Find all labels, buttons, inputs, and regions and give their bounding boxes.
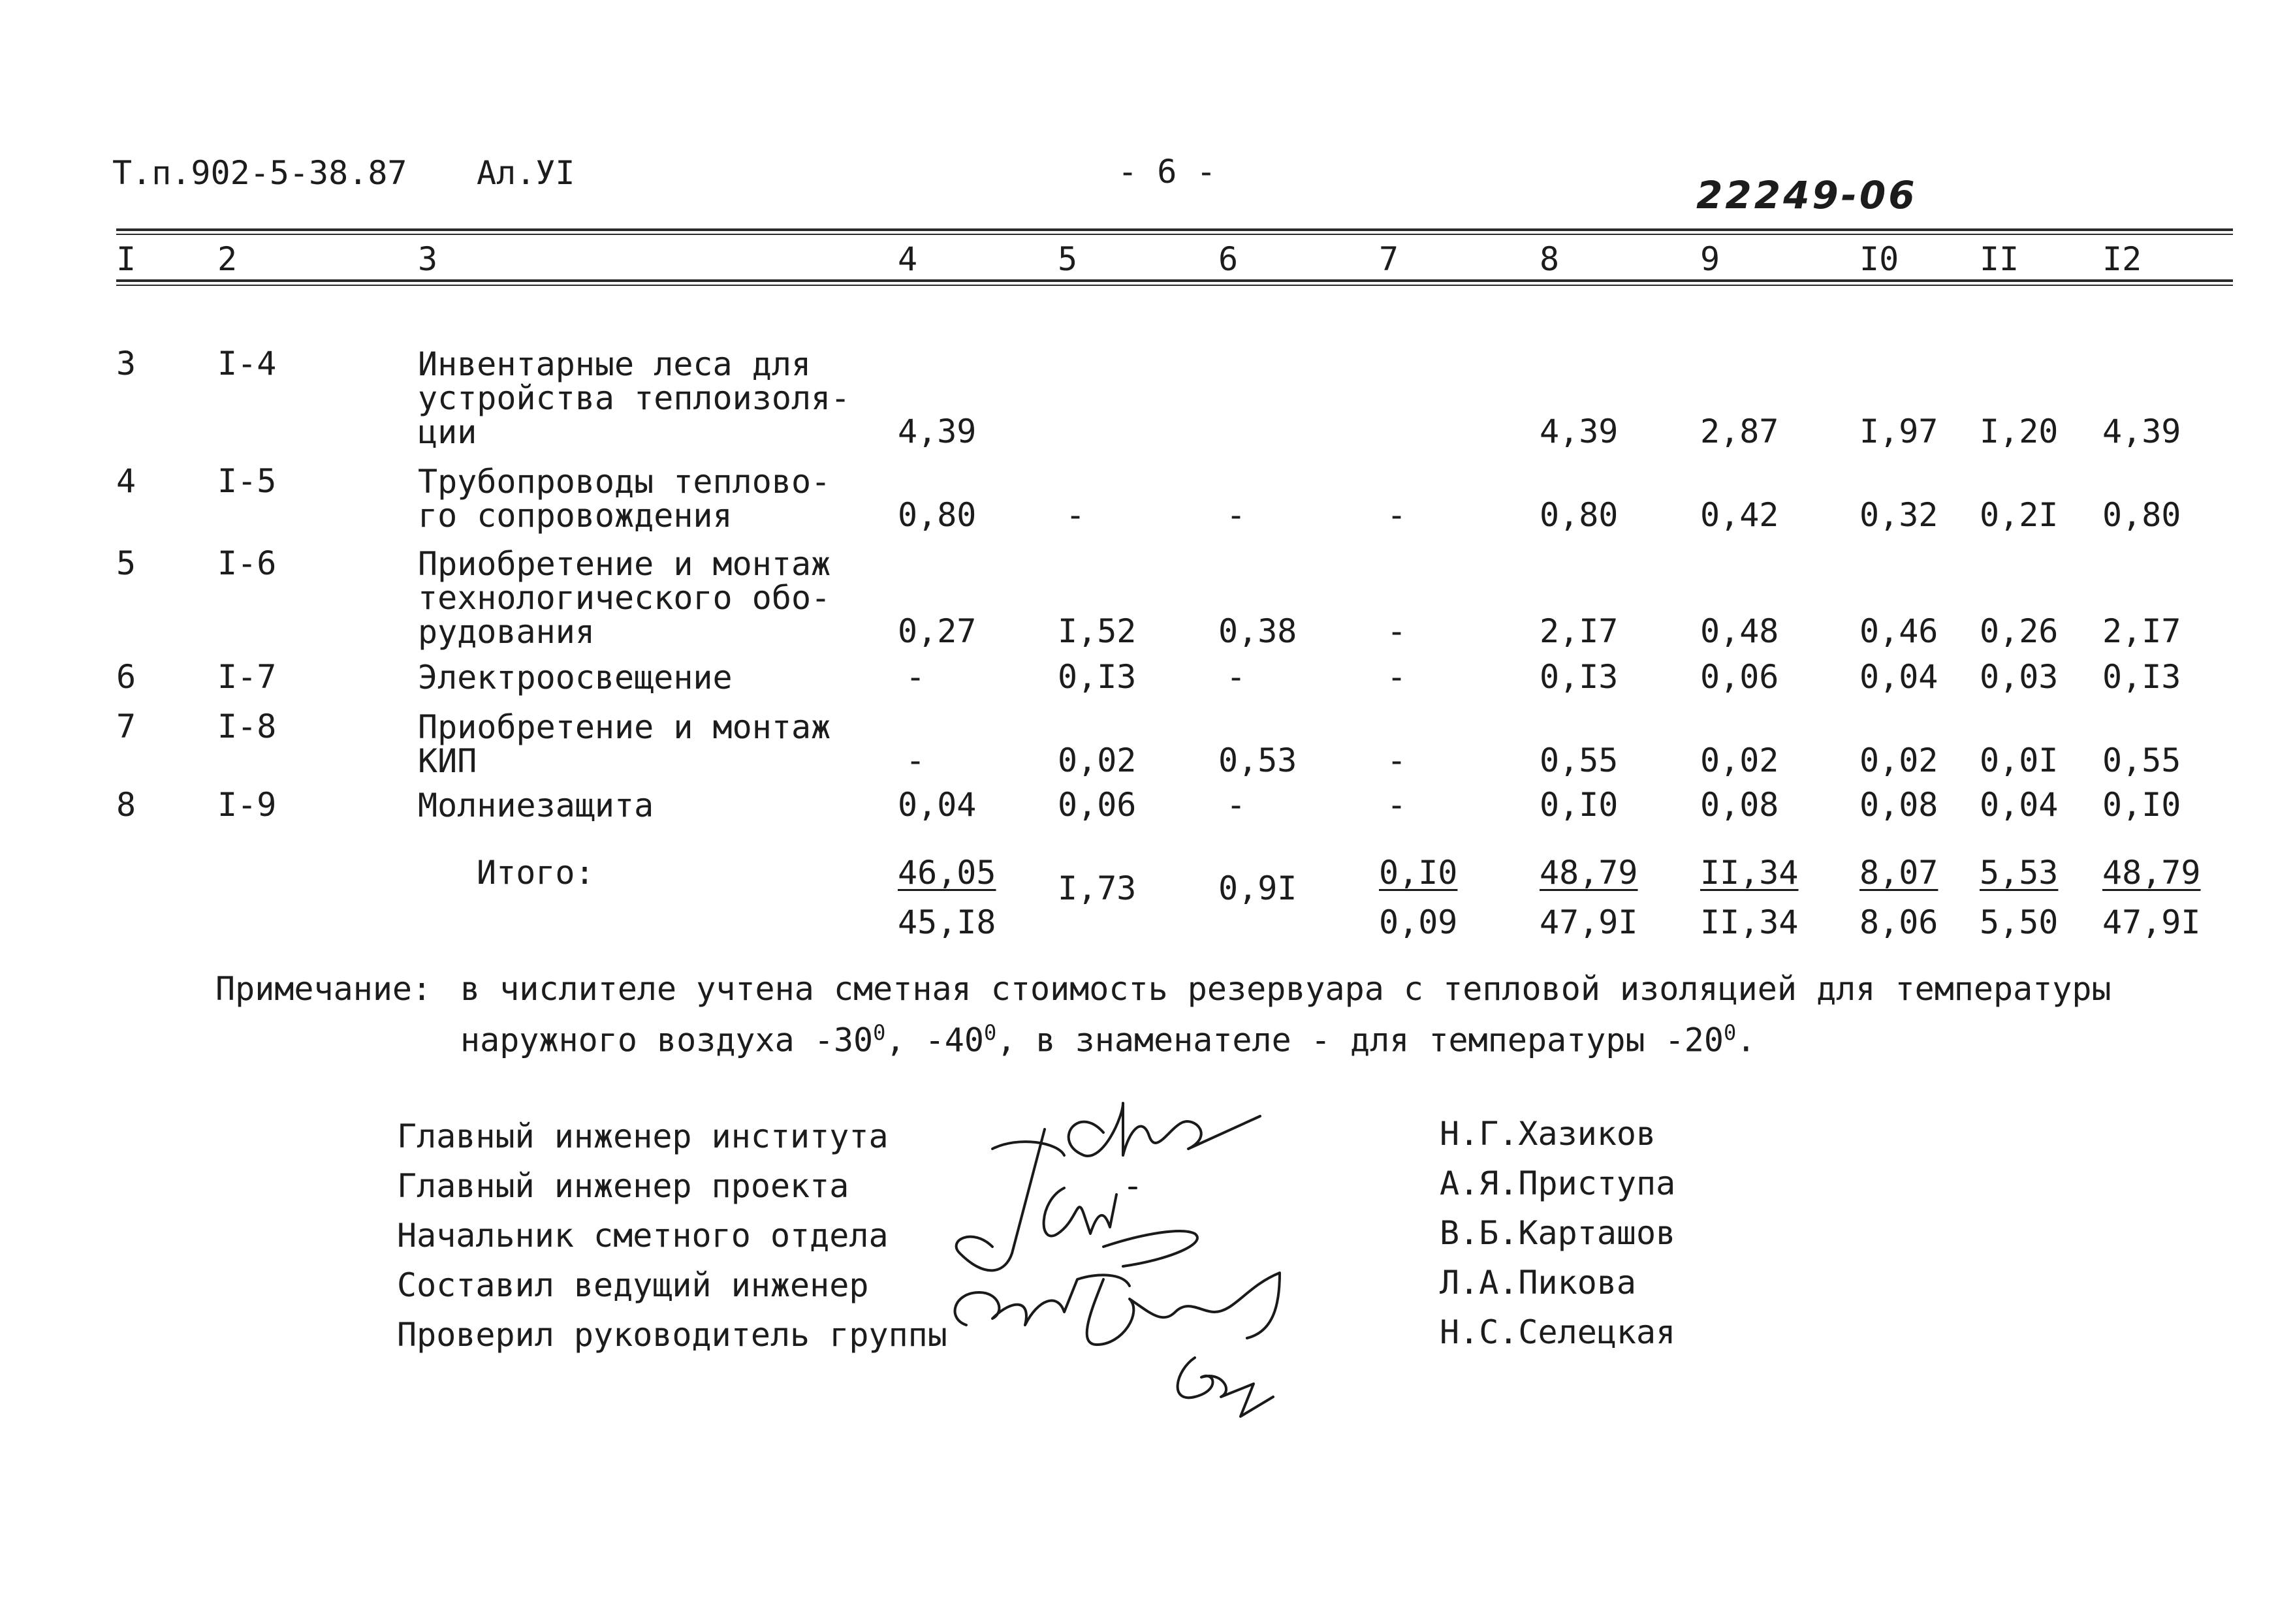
empty-dash: - (1387, 742, 1407, 779)
total-denominator: 45,I8 (898, 903, 996, 941)
cost-value: 0,26 (1980, 612, 2059, 650)
degree-sign: 0 (1724, 1020, 1737, 1045)
row-description: ции (418, 413, 477, 451)
cost-value: I,20 (1980, 413, 2059, 450)
column-number: 5 (1058, 240, 1078, 278)
note-line-2 (460, 1022, 1756, 1057)
empty-dash: - (1387, 612, 1407, 650)
cost-value: 2,I7 (1540, 612, 1619, 650)
note-label: Примечание: (215, 970, 432, 1008)
signature-stroke (957, 1129, 1045, 1270)
cost-value: 0,I3 (1540, 658, 1619, 696)
cost-value: 0,48 (1700, 612, 1779, 650)
signatory-name: В.Б.Карташов (1440, 1214, 1676, 1252)
empty-dash: - (1387, 658, 1407, 696)
row-code: I-9 (217, 786, 277, 824)
row-code: I-8 (217, 708, 277, 745)
row-number: 4 (116, 462, 136, 500)
row-number: 7 (116, 708, 136, 745)
row-description: Трубопроводы теплово- (418, 463, 831, 501)
row-description: Инвентарные леса для (418, 345, 812, 383)
cost-value: 0,0I (1980, 742, 2059, 779)
note-line-2-part-c: , в знаменателе - для температуры -20 (996, 1021, 1724, 1059)
cost-value: 0,06 (1700, 658, 1779, 696)
total-numerator: 5,53 (1980, 854, 2059, 892)
cost-value: 2,I7 (2102, 612, 2181, 650)
cost-value: 0,02 (1859, 742, 1938, 779)
cost-value: 4,39 (1540, 413, 1619, 450)
empty-dash: - (906, 658, 926, 696)
empty-dash: - (1226, 496, 1246, 534)
cost-value: 0,04 (1980, 786, 2059, 824)
signature-stroke (1044, 1188, 1136, 1236)
signatory-title: Главный инженер проекта (397, 1167, 849, 1205)
cost-value: 0,27 (898, 612, 977, 650)
row-number: 6 (116, 658, 136, 696)
row-description: устройства теплоизоля- (418, 379, 851, 417)
signature-stroke (1178, 1358, 1273, 1416)
row-number: 3 (116, 345, 136, 383)
row-description: рудования (418, 613, 595, 651)
column-number: I (116, 240, 136, 278)
total-denominator: 8,06 (1859, 903, 1938, 941)
row-description: Электроосвещение (418, 659, 733, 696)
signature-stroke (1087, 1273, 1280, 1345)
cost-value: 0,I0 (2102, 786, 2181, 824)
note-line-1: в числителе учтена сметная стоимость резервуара с тепловой изоляцией для температуры (460, 970, 2111, 1008)
cost-value: 0,I3 (2102, 658, 2181, 696)
page-number: - 6 - (1118, 153, 1216, 191)
signature-stroke (992, 1142, 1064, 1155)
row-description: Молниезащита (418, 787, 654, 824)
total-numerator: 0,I0 (1379, 854, 1458, 892)
cost-value: 0,I0 (1540, 786, 1619, 824)
total-numerator: 46,05 (898, 854, 996, 892)
signatory-title: Проверил руководитель группы (397, 1316, 947, 1354)
signatory-title: Составил ведущий инженер (397, 1266, 869, 1304)
cost-value: 0,02 (1700, 742, 1779, 779)
column-number: II (1980, 240, 2019, 278)
total-numerator: 48,79 (2102, 854, 2201, 892)
cost-value: 0,53 (1218, 742, 1297, 779)
row-description: Приобретение и монтаж (418, 708, 831, 746)
column-number: I0 (1859, 240, 1899, 278)
signatory-name: Н.Г.Хазиков (1440, 1115, 1656, 1153)
row-code: I-6 (217, 544, 277, 582)
cost-value: 0,08 (1859, 786, 1938, 824)
empty-dash: - (906, 742, 926, 779)
empty-dash: - (1387, 496, 1407, 534)
total-label: Итого: (477, 854, 595, 892)
note-line-2-part-d: . (1736, 1021, 1756, 1059)
table-header-rule (116, 279, 2233, 282)
cost-value: 0,80 (2102, 496, 2181, 534)
total-denominator: 47,9I (2102, 903, 2201, 941)
cost-value: 0,46 (1859, 612, 1938, 650)
column-number: I2 (2102, 240, 2142, 278)
total-numerator: II,34 (1700, 854, 1799, 892)
doc-code: Т.п.902-5-38.87 (112, 154, 407, 192)
empty-dash: - (1226, 786, 1246, 824)
total-denominator: 5,50 (1980, 903, 2059, 941)
cost-value: 0,04 (1859, 658, 1938, 696)
empty-dash: - (1387, 786, 1407, 824)
total-denominator: II,34 (1700, 903, 1799, 941)
degree-sign: 0 (873, 1020, 886, 1045)
handwritten-signatures (908, 1064, 1312, 1429)
table-top-rule (116, 228, 2233, 231)
note-line-2-part-b: , -40 (885, 1021, 984, 1059)
cost-value: I,52 (1058, 612, 1137, 650)
cost-value: 0,02 (1058, 742, 1137, 779)
cost-value: I,97 (1859, 413, 1938, 450)
total-value: 0,9I (1218, 869, 1297, 907)
cost-value: 0,55 (2102, 742, 2181, 779)
note-line-2-part-a: наружного воздуха -30 (460, 1021, 874, 1059)
cost-value: 4,39 (2102, 413, 2181, 450)
signatory-name: Л.А.Пикова (1440, 1264, 1637, 1302)
total-denominator: 0,09 (1379, 903, 1458, 941)
row-code: I-7 (217, 658, 277, 696)
signatory-title: Главный инженер института (397, 1117, 889, 1155)
cost-value: 0,08 (1700, 786, 1779, 824)
row-description: технологического обо- (418, 579, 831, 617)
column-number: 3 (418, 240, 438, 278)
table-top-rule-inner (116, 234, 2233, 235)
cost-value: 0,04 (898, 786, 977, 824)
row-code: I-4 (217, 345, 277, 383)
signatory-title: Начальник сметного отдела (397, 1217, 889, 1255)
column-number: 9 (1700, 240, 1720, 278)
cost-value: 0,80 (898, 496, 977, 534)
total-denominator: 47,9I (1540, 903, 1638, 941)
table-header-rule-inner (116, 285, 2233, 286)
column-number: 2 (217, 240, 238, 278)
cost-value: 0,80 (1540, 496, 1619, 534)
signatory-name: Н.С.Селецкая (1440, 1313, 1676, 1351)
total-numerator: 48,79 (1540, 854, 1638, 892)
column-number: 6 (1218, 240, 1239, 278)
column-number: 8 (1540, 240, 1560, 278)
cost-value: 0,38 (1218, 612, 1297, 650)
column-number: 7 (1379, 240, 1399, 278)
signature-stroke (1069, 1103, 1260, 1156)
album-number: Ал.УI (477, 154, 575, 192)
row-number: 5 (116, 544, 136, 582)
cost-value: 0,55 (1540, 742, 1619, 779)
empty-dash: - (1066, 496, 1086, 534)
signatory-name: А.Я.Приступа (1440, 1164, 1676, 1202)
column-number: 4 (898, 240, 918, 278)
cost-value: 0,03 (1980, 658, 2059, 696)
archive-stamp: 22249-06 (1696, 173, 1918, 217)
row-number: 8 (116, 786, 136, 824)
cost-value: 0,2I (1980, 496, 2059, 534)
cost-value: 4,39 (898, 413, 977, 450)
row-description: го сопровождения (418, 497, 733, 535)
empty-dash: - (1226, 658, 1246, 696)
cost-value: 0,32 (1859, 496, 1938, 534)
cost-value: 2,87 (1700, 413, 1779, 450)
degree-sign: 0 (983, 1020, 997, 1045)
cost-value: 0,I3 (1058, 658, 1137, 696)
total-value: I,73 (1058, 869, 1137, 907)
row-description: Приобретение и монтаж (418, 545, 831, 583)
signature-stroke (1103, 1231, 1197, 1266)
row-description: КИП (418, 742, 477, 780)
total-numerator: 8,07 (1859, 854, 1938, 892)
cost-value: 0,06 (1058, 786, 1137, 824)
cost-value: 0,42 (1700, 496, 1779, 534)
row-code: I-5 (217, 462, 277, 500)
